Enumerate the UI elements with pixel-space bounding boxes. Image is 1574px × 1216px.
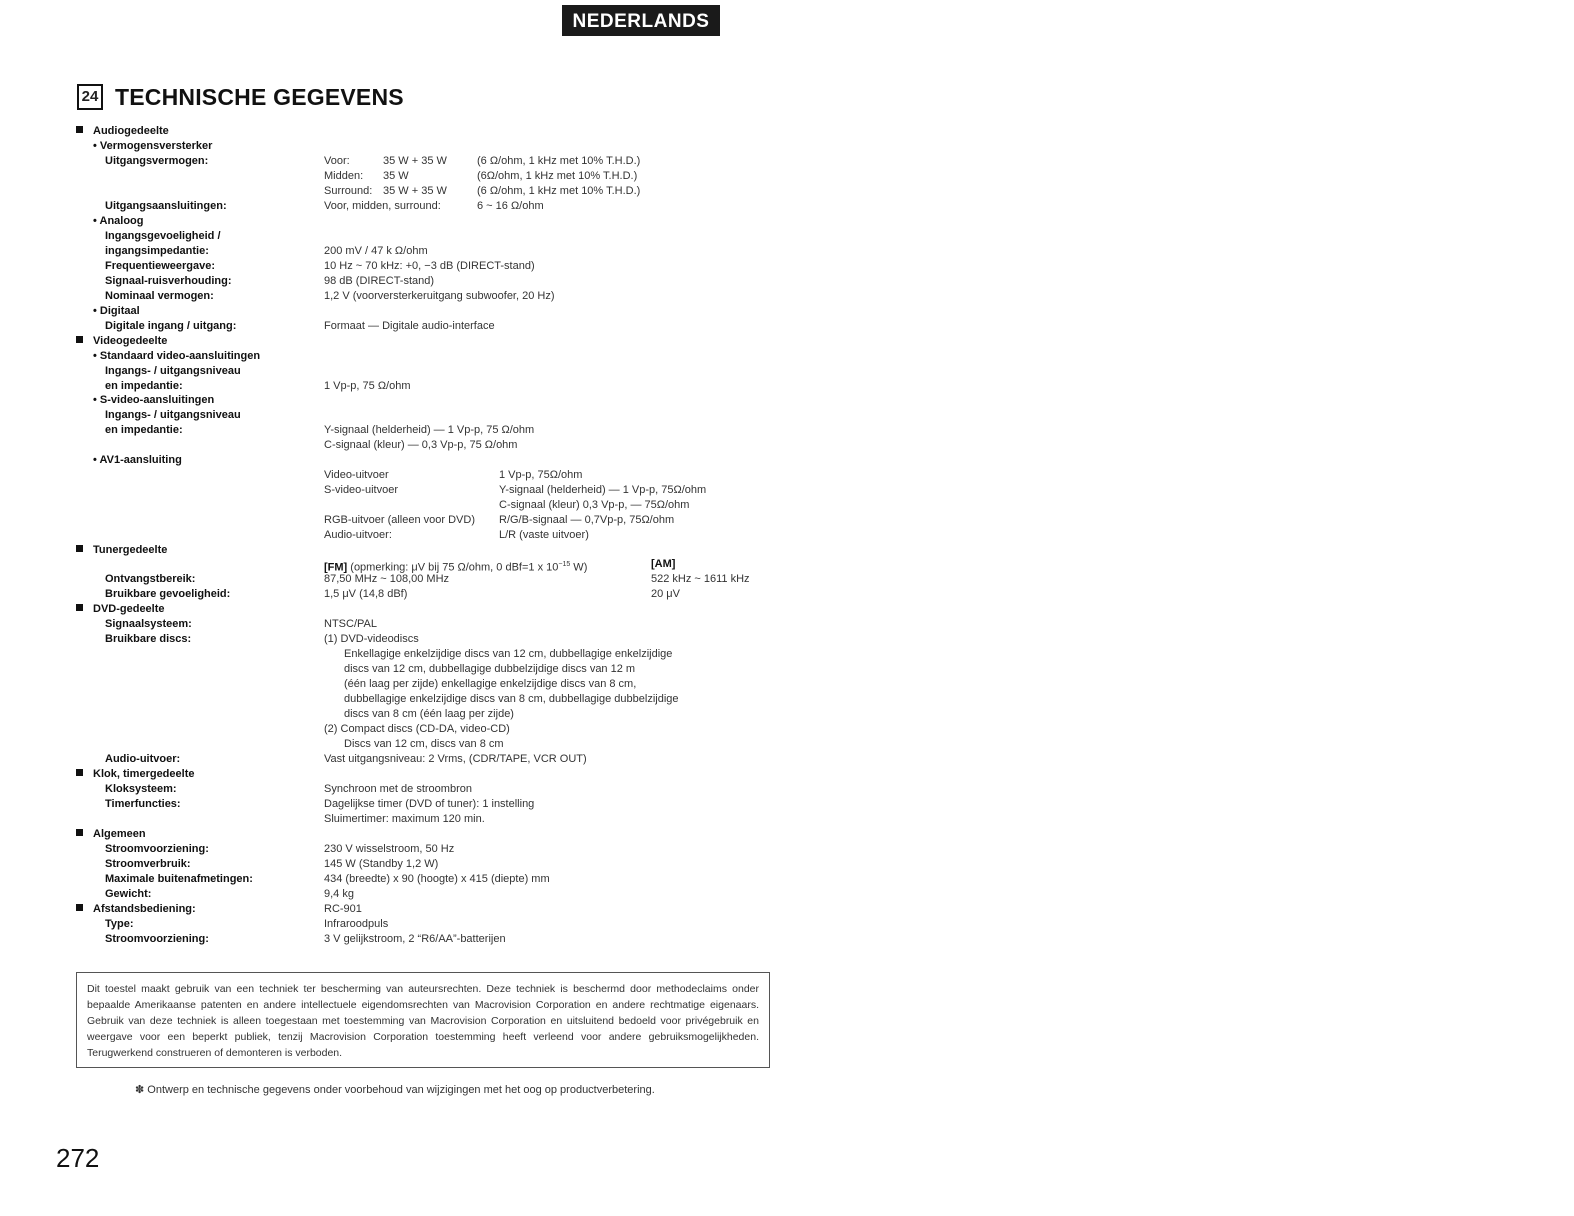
section-heading-video: Videogedeelte <box>76 334 167 349</box>
language-tab: NEDERLANDS <box>562 5 720 36</box>
square-bullet-icon <box>76 829 83 836</box>
spec-value: C-signaal (kleur) 0,3 Vp-p, — 75Ω/ohm <box>499 499 690 511</box>
spec-value: 1 Vp-p, 75Ω/ohm <box>499 469 583 481</box>
spec-value: Video-uitvoer <box>324 469 389 481</box>
spec-label: Uitgangsaansluitingen: <box>105 200 227 212</box>
spec-value: (2) Compact discs (CD-DA, video-CD) <box>324 723 510 735</box>
spec-value: Audio-uitvoer: <box>324 529 392 541</box>
spec-value: 3 V gelijkstroom, 2 “R6/AA”-batterijen <box>324 933 506 945</box>
spec-label: Nominaal vermogen: <box>105 290 214 302</box>
spec-label: en impedantie: <box>105 424 183 436</box>
spec-value: discs van 8 cm (één laag per zijde) <box>344 708 514 720</box>
section-number-badge: 24 <box>77 84 103 110</box>
spec-label: Stroomvoorziening: <box>105 933 209 945</box>
spec-value: (6 Ω/ohm, 1 kHz met 10% T.H.D.) <box>477 155 641 167</box>
spec-value: R/G/B-signaal — 0,7Vp-p, 75Ω/ohm <box>499 514 675 526</box>
spec-value: Discs van 12 cm, discs van 8 cm <box>344 738 504 750</box>
spec-value: (één laag per zijde) enkellagige enkelzijdige discs van 8 cm, <box>344 678 637 690</box>
spec-label: Audio-uitvoer: <box>105 753 181 765</box>
copyright-notice-box: Dit toestel maakt gebruik van een techniek ter bescherming van auteursrechten. Deze techniek is beschermd door methodeclaims onder bepaalde Amerikaanse patenten en andere intellectuele eigendomsrechten van Macrovision Corporation en andere rechtmatige eigenaars. Gebruik van deze techniek is alleen toegestaan met toestemming van Macrovision Corporation en uitsluitend bedoeld voor privégebruik en weergave voor een beperkt publiek, tenzij Macrovision Corporation toestemming heeft verleend voor andere gebruiksmogelijkheden. Terugwerkend construeren of demonteren is verboden. <box>76 972 770 1068</box>
spec-value: 1 Vp-p, 75 Ω/ohm <box>324 380 411 392</box>
spec-value: Enkellagige enkelzijdige discs van 12 cm, dubbellagige enkelzijdige <box>344 648 673 660</box>
spec-value: Formaat — Digitale audio-interface <box>324 320 495 332</box>
spec-value: 1,2 V (voorversterkeruitgang subwoofer, 20 Hz) <box>324 290 555 302</box>
spec-label: Ingangs- / uitgangsniveau <box>105 409 241 421</box>
spec-label: Signaal-ruisverhouding: <box>105 275 232 287</box>
spec-value: Vast uitgangsniveau: 2 Vrms, (CDR/TAPE, VCR OUT) <box>324 753 587 765</box>
spec-value: 9,4 kg <box>324 888 354 900</box>
spec-label: Stroomverbruik: <box>105 858 191 870</box>
spec-label: Ingangsgevoeligheid / <box>105 230 221 242</box>
spec-label: Stroomvoorziening: <box>105 843 209 855</box>
spec-value: 1,5 μV (14,8 dBf) <box>324 588 408 600</box>
spec-label: Timerfuncties: <box>105 798 181 810</box>
spec-value: 230 V wisselstroom, 50 Hz <box>324 843 455 855</box>
spec-value: Sluimertimer: maximum 120 min. <box>324 813 485 825</box>
spec-value: 6 ~ 16 Ω/ohm <box>477 200 544 212</box>
spec-value: (1) DVD-videodiscs <box>324 633 419 645</box>
spec-value: NTSC/PAL <box>324 618 377 630</box>
section-heading-audio: Audiogedeelte <box>76 124 169 139</box>
spec-label: Frequentieweergave: <box>105 260 216 272</box>
section-heading-dvd: DVD-gedeelte <box>76 602 165 617</box>
subheading-analog: • Analoog <box>93 215 144 227</box>
square-bullet-icon <box>76 904 83 911</box>
spec-value: RGB-uitvoer (alleen voor DVD) <box>324 514 475 526</box>
spec-value: dubbellagige enkelzijdige discs van 8 cm, dubbellagige dubbelzijdige <box>344 693 679 705</box>
spec-value: 35 W <box>383 170 409 182</box>
section-heading-tuner: Tunergedeelte <box>76 543 167 558</box>
spec-value: 145 W (Standby 1,2 W) <box>324 858 439 870</box>
section-heading-remote: Afstandsbediening: <box>76 902 196 917</box>
spec-label: Ingangs- / uitgangsniveau <box>105 365 241 377</box>
spec-value: (6Ω/ohm, 1 kHz met 10% T.H.D.) <box>477 170 638 182</box>
spec-label: Signaalsysteem: <box>105 618 192 630</box>
spec-label: Ontvangstbereik: <box>105 573 196 585</box>
spec-label: Maximale buitenafmetingen: <box>105 873 253 885</box>
spec-value: discs van 12 cm, dubbellagige dubbelzijdige discs van 12 m <box>344 663 636 675</box>
subheading-av1: • AV1-aansluiting <box>93 454 182 466</box>
spec-value: Voor, midden, surround: <box>324 200 441 212</box>
page-title <box>77 81 404 113</box>
spec-value: C-signaal (kleur) — 0,3 Vp-p, 75 Ω/ohm <box>324 439 518 451</box>
spec-value: 98 dB (DIRECT-stand) <box>324 275 435 287</box>
spec-value: L/R (vaste uitvoer) <box>499 529 589 541</box>
spec-value: 35 W + 35 W <box>383 155 447 167</box>
spec-value: 200 mV / 47 k Ω/ohm <box>324 245 428 257</box>
spec-value: 522 kHz ~ 1611 kHz <box>651 573 750 585</box>
spec-label: Bruikbare discs: <box>105 633 192 645</box>
spec-label: Digitale ingang / uitgang: <box>105 320 237 332</box>
square-bullet-icon <box>76 545 83 552</box>
spec-value: Surround: <box>324 185 373 197</box>
subheading-svideo: • S-video-aansluitingen <box>93 394 215 406</box>
spec-value: S-video-uitvoer <box>324 484 398 496</box>
spec-label: Bruikbare gevoeligheid: <box>105 588 231 600</box>
am-header: [AM] <box>651 558 676 570</box>
spec-label: Kloksysteem: <box>105 783 177 795</box>
fm-header: [FM] (opmerking: μV bij 75 Ω/ohm, 0 dBf=1 x $10^{-15}$ W) <box>324 561 588 574</box>
spec-value: (6 Ω/ohm, 1 kHz met 10% T.H.D.) <box>477 185 641 197</box>
spec-label: en impedantie: <box>105 380 183 392</box>
square-bullet-icon <box>76 336 83 343</box>
spec-label: ingangsimpedantie: <box>105 245 209 257</box>
subheading-amplifier: • Vermogensversterker <box>93 140 213 152</box>
square-bullet-icon <box>76 126 83 133</box>
spec-value: 87,50 MHz ~ 108,00 MHz <box>324 573 450 585</box>
spec-value: 434 (breedte) x 90 (hoogte) x 415 (diepte) mm <box>324 873 550 885</box>
page-number: 272 <box>56 1143 100 1173</box>
spec-value: Dagelijkse timer (DVD of tuner): 1 instelling <box>324 798 535 810</box>
square-bullet-icon <box>76 604 83 611</box>
spec-value: Y-signaal (helderheid) — 1 Vp-p, 75 Ω/ohm <box>324 424 535 436</box>
spec-value: 20 μV <box>651 588 680 600</box>
section-heading-clock: Klok, timergedeelte <box>76 767 194 782</box>
title-text: TECHNISCHE GEGEVENS <box>115 83 404 110</box>
subheading-digital: • Digitaal <box>93 305 140 317</box>
spec-value: RC-901 <box>324 903 362 915</box>
spec-value: Midden: <box>324 170 364 182</box>
spec-label: Gewicht: <box>105 888 152 900</box>
square-bullet-icon <box>76 769 83 776</box>
footnote: ✽ Ontwerp en technische gegevens onder voorbehoud van wijzigingen met het oog op productverbetering. <box>135 1084 655 1096</box>
spec-value: 35 W + 35 W <box>383 185 447 197</box>
subheading-std-video: • Standaard video-aansluitingen <box>93 350 261 362</box>
spec-value: Synchroon met de stroombron <box>324 783 472 795</box>
spec-label: Uitgangsvermogen: <box>105 155 209 167</box>
section-heading-general: Algemeen <box>76 827 146 842</box>
spec-value: Voor: <box>324 155 350 167</box>
spec-value: 10 Hz ~ 70 kHz: +0, −3 dB (DIRECT-stand) <box>324 260 535 272</box>
spec-label: Type: <box>105 918 134 930</box>
spec-value: Y-signaal (helderheid) — 1 Vp-p, 75Ω/ohm <box>499 484 707 496</box>
spec-value: Infraroodpuls <box>324 918 389 930</box>
